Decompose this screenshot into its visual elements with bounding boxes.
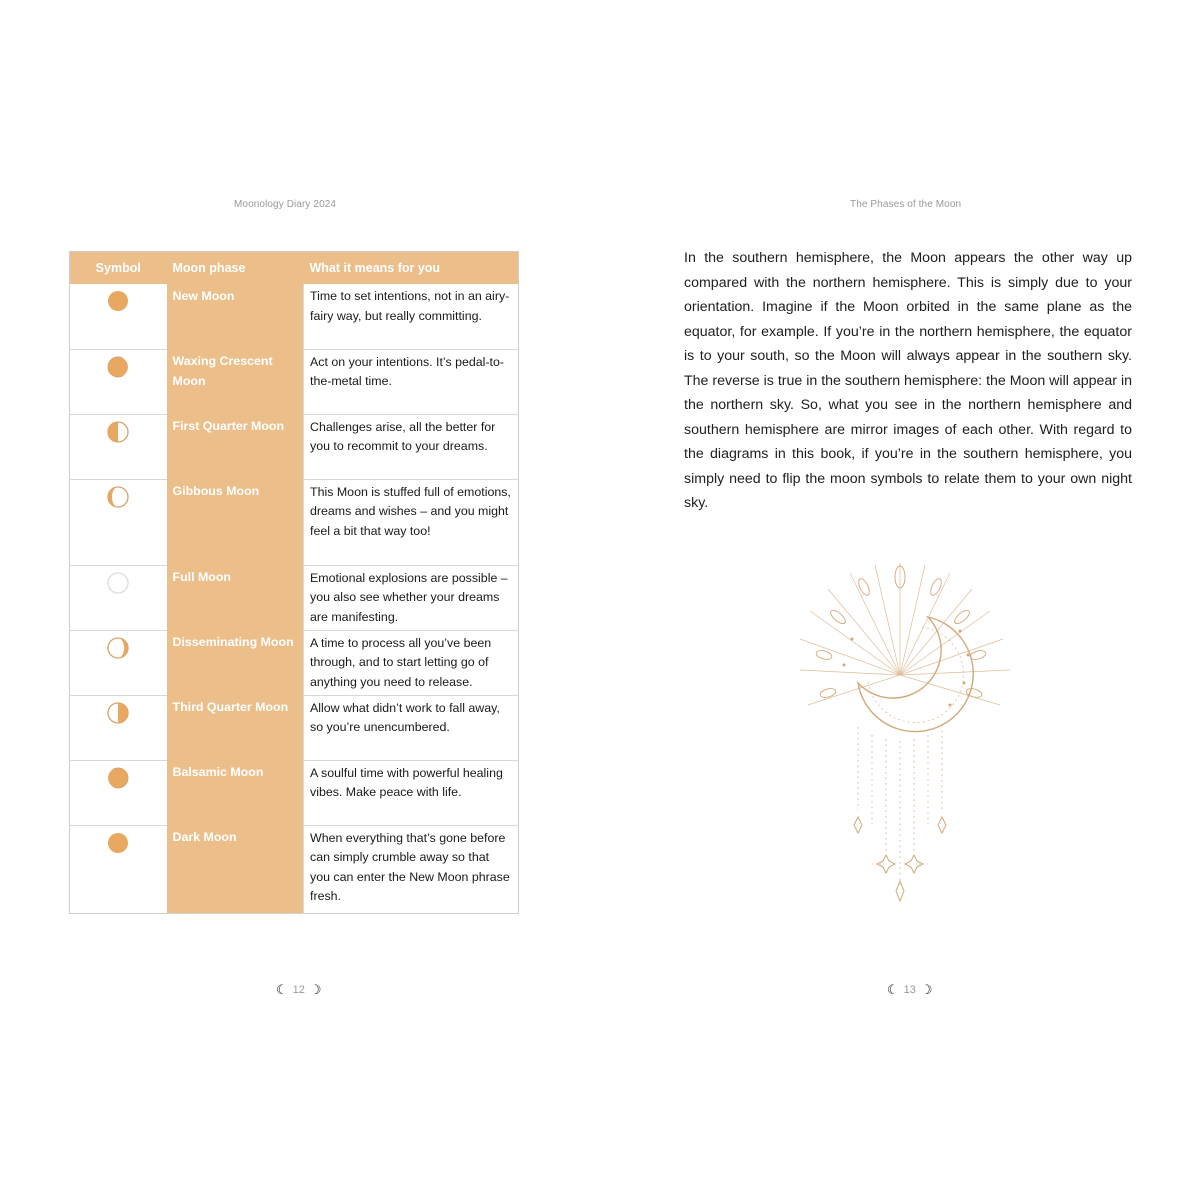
strings (858, 725, 942, 885)
page-number (276, 982, 322, 998)
phase-cell: Dark Moon (167, 825, 304, 913)
symbol-cell (70, 825, 167, 913)
symbol-cell (70, 349, 167, 414)
sun-rays (800, 563, 1010, 705)
waxing-crescent-moon-icon (107, 356, 129, 378)
meaning-cell: A time to process all you’ve been through, and to start letting go of anything you need to release. (304, 630, 519, 695)
running-head: Moonology Diary 2024 (234, 199, 337, 210)
phase-cell: Third Quarter Moon (167, 695, 304, 760)
waning-crescent-icon: ☾ (276, 982, 288, 997)
dark-moon-icon (107, 832, 129, 854)
header-symbol: Symbol (70, 252, 167, 285)
header-moon-phase: Moon phase (167, 252, 304, 285)
right-page (600, 0, 1200, 1200)
table-row (70, 284, 519, 349)
balsamic-moon-icon (107, 767, 129, 789)
new-moon-icon (107, 290, 129, 312)
table-row (70, 760, 519, 825)
phase-cell: New Moon (167, 284, 304, 349)
meaning-cell: When everything that’s gone before can simply crumble away so that you can enter the New Moon phrase fresh. (304, 825, 519, 913)
meaning-cell: Time to set intentions, not in an airy-fairy way, but really committing. (304, 284, 519, 349)
waxing-crescent-icon: ☽ (920, 982, 933, 997)
table-row (70, 349, 519, 414)
header-meaning: What it means for you (304, 252, 519, 285)
petals (815, 566, 987, 699)
phase-cell: Disseminating Moon (167, 630, 304, 695)
symbol-cell (70, 414, 167, 479)
gibbous-moon-icon (107, 486, 129, 508)
running-head: The Phases of the Moon (850, 199, 962, 210)
phase-cell: First Quarter Moon (167, 414, 304, 479)
moon-phase-table (69, 251, 519, 914)
table-row (70, 565, 519, 630)
disseminating-moon-icon (107, 637, 129, 659)
symbol-cell (70, 479, 167, 565)
symbol-cell (70, 284, 167, 349)
first-quarter-moon-icon (107, 421, 129, 443)
table-row (70, 695, 519, 760)
meaning-cell: Challenges arise, all the better for you to recommit to your dreams. (304, 414, 519, 479)
symbol-cell (70, 630, 167, 695)
phase-cell: Waxing Crescent Moon (167, 349, 304, 414)
table-row (70, 479, 519, 565)
body-paragraph: In the southern hemisphere, the Moon appears the other way up compared with the northern hemisphere. This is simply due to your orientation. Imagine if the Moon orbited in the same plane as the equator, for example. If you’re in the northern hemisphere, the equator is to your south, so the Moon will always appear in the southern sky. The reverse is true in the southern hemisphere: the Moon will appear in the northern sky. So, what you see in the northern hemisphere and southern hemisphere are mirror images of each other. With regard to the diagrams in this book, if you’re in the southern hemisphere, you simply need to flip the moon symbols to relate them to your own night sky. (684, 250, 1132, 511)
meaning-cell: A soulful time with powerful healing vibes. Make peace with life. (304, 760, 519, 825)
page-number-text: 13 (903, 984, 916, 996)
table-row (70, 414, 519, 479)
page-number (887, 982, 933, 998)
phase-cell: Full Moon (167, 565, 304, 630)
table-row (70, 825, 519, 913)
waning-crescent-icon: ☾ (887, 982, 899, 997)
phase-cell: Gibbous Moon (167, 479, 304, 565)
meaning-cell: Allow what didn’t work to fall away, so you’re unencumbered. (304, 695, 519, 760)
meaning-cell: This Moon is stuffed full of emotions, dreams and wishes – and you might feel a bit that way too! (304, 479, 519, 565)
table-header-row (70, 252, 519, 285)
waxing-crescent-icon: ☽ (309, 982, 322, 997)
meaning-cell: Act on your intentions. It’s pedal-to-the-metal time. (304, 349, 519, 414)
phase-cell: Balsamic Moon (167, 760, 304, 825)
symbol-cell (70, 695, 167, 760)
meaning-cell: Emotional explosions are possible – you also see whether your dreams are manifesting. (304, 565, 519, 630)
third-quarter-moon-icon (107, 702, 129, 724)
table-row (70, 630, 519, 695)
symbol-cell (70, 760, 167, 825)
page-number-text: 12 (292, 984, 305, 996)
full-moon-icon (107, 572, 129, 594)
crescent-moon-dreamcatcher-icon (800, 555, 1020, 905)
symbol-cell (70, 565, 167, 630)
